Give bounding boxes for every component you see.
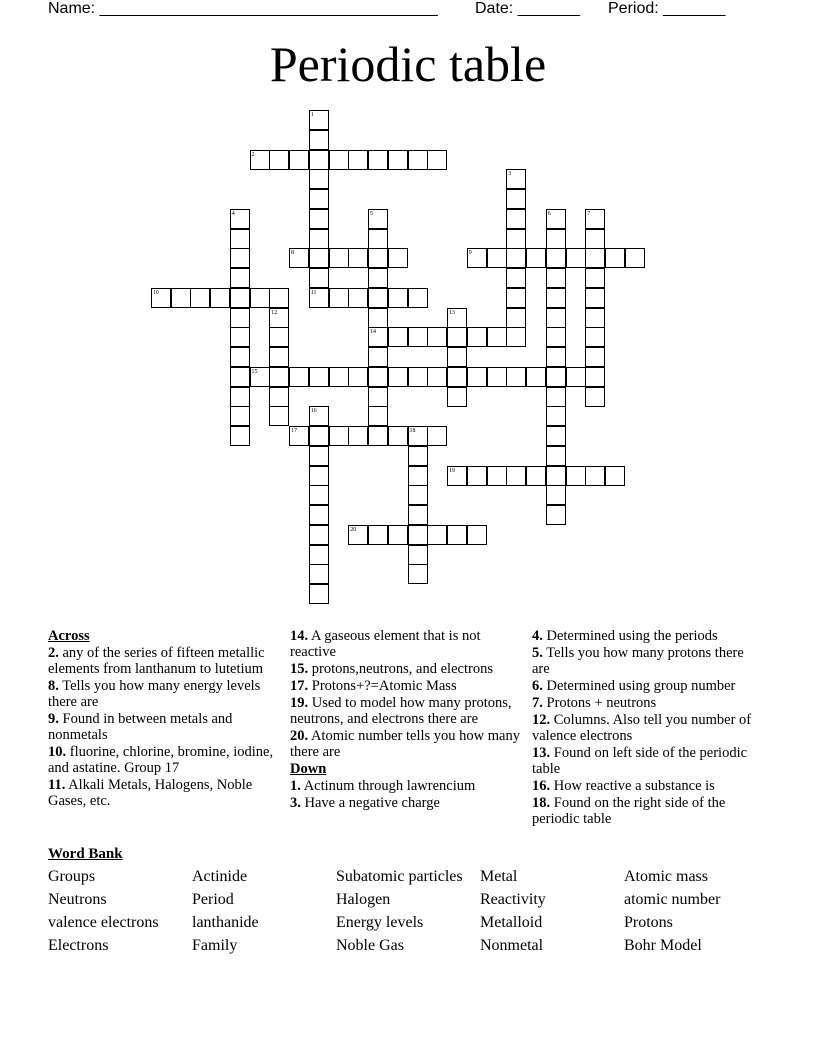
crossword-cell[interactable] (585, 268, 605, 288)
crossword-cell[interactable] (487, 327, 507, 347)
crossword-cell[interactable] (269, 288, 289, 308)
clue-number-19: 19 (449, 467, 455, 474)
crossword-cell[interactable] (309, 130, 329, 150)
clue-down-1: 1. Actinum through lawrencium (290, 778, 476, 794)
word-bank-item: Halogen (336, 891, 391, 908)
crossword-cell[interactable] (368, 406, 388, 426)
crossword-cell[interactable] (368, 347, 388, 367)
clue-across-2: 2. any of the series of fifteen metallic elements from lanthanum to lutetium (48, 645, 265, 677)
crossword-cell[interactable] (269, 387, 289, 407)
crossword-cell[interactable] (269, 367, 289, 387)
clue-number-17: 17 (291, 428, 297, 434)
word-bank-heading: Word Bank (48, 846, 123, 862)
crossword-cell[interactable] (447, 387, 467, 407)
crossword-cell[interactable] (467, 466, 487, 486)
crossword-cell[interactable] (190, 288, 210, 308)
crossword-cell[interactable] (506, 308, 526, 328)
clue-across-19: 19. Used to model how many protons, neutrons, and electrons there are (290, 695, 512, 727)
crossword-cell[interactable] (309, 584, 329, 604)
crossword-cell[interactable] (348, 288, 368, 308)
crossword-cell[interactable] (348, 367, 368, 387)
crossword-cell[interactable] (506, 268, 526, 288)
crossword-cell[interactable] (309, 248, 329, 268)
crossword-cell[interactable] (427, 525, 447, 545)
crossword-cell[interactable] (388, 367, 408, 387)
crossword-cell[interactable] (585, 327, 605, 347)
clue-across-14: 14. A gaseous element that is not reactive (290, 628, 481, 660)
clue-number-3: 3 (508, 171, 512, 178)
crossword-cell[interactable] (309, 564, 329, 584)
clue-across-17: 17. Protons+?=Atomic Mass (290, 678, 457, 694)
crossword-cell[interactable] (447, 525, 467, 545)
crossword-cell[interactable] (427, 150, 447, 170)
word-bank-item: valence electrons (48, 914, 159, 931)
crossword-cell[interactable] (447, 367, 467, 387)
crossword-cell[interactable] (605, 248, 625, 268)
word-bank-item: Noble Gas (336, 937, 404, 954)
crossword-cell[interactable] (546, 308, 566, 328)
crossword-cell[interactable] (388, 288, 408, 308)
crossword-cell[interactable] (269, 347, 289, 367)
word-bank-item: Energy levels (336, 914, 424, 931)
clue-number-1: 1 (310, 112, 314, 118)
clue-down-16: 16. How reactive a substance is (532, 778, 715, 794)
clue-number-9: 9 (468, 250, 472, 257)
clue-down-13: 13. Found on left side of the periodic table (532, 745, 748, 777)
crossword-cell[interactable] (230, 387, 250, 407)
word-bank-item: Groups (48, 868, 96, 885)
crossword-cell[interactable] (329, 288, 349, 308)
crossword-cell[interactable] (309, 367, 329, 387)
word-bank-item: Metal (480, 868, 518, 885)
clue-down-7: 7. Protons + neutrons (532, 695, 657, 711)
word-bank-item: Reactivity (480, 891, 546, 908)
crossword-cell[interactable] (388, 150, 408, 170)
crossword-cell[interactable] (230, 288, 250, 308)
word-bank-item: Atomic mass (624, 868, 708, 885)
crossword-cell[interactable] (408, 288, 428, 308)
down-heading: Down (290, 761, 327, 777)
crossword-cell[interactable] (566, 248, 586, 268)
crossword-cell[interactable] (171, 288, 191, 308)
crossword-cell[interactable] (546, 466, 566, 486)
clue-down-4: 4. Determined using the periods (532, 628, 718, 644)
crossword-cell[interactable] (368, 229, 388, 249)
crossword-cell[interactable] (309, 150, 329, 170)
crossword-cell[interactable] (566, 466, 586, 486)
crossword-cell[interactable] (368, 248, 388, 268)
crossword-cell[interactable] (269, 406, 289, 426)
clue-across-15: 15. protons,neutrons, and electrons (290, 661, 493, 677)
crossword-cell[interactable] (506, 189, 526, 209)
crossword-cell[interactable] (566, 367, 586, 387)
crossword-cell[interactable] (546, 485, 566, 505)
crossword-cell[interactable] (605, 466, 625, 486)
crossword-cell[interactable] (546, 505, 566, 525)
crossword-cell[interactable] (368, 288, 388, 308)
crossword-cell[interactable] (309, 169, 329, 189)
crossword-cell[interactable] (546, 426, 566, 446)
crossword-cell[interactable] (408, 327, 428, 347)
crossword-cell[interactable] (309, 268, 329, 288)
crossword-cell[interactable] (408, 367, 428, 387)
crossword-cell[interactable] (329, 150, 349, 170)
crossword-cell[interactable] (388, 327, 408, 347)
clues-col-1 (48, 628, 278, 810)
crossword-cell[interactable] (467, 327, 487, 347)
crossword-cell[interactable] (230, 268, 250, 288)
crossword-cell[interactable] (585, 347, 605, 367)
crossword-cell[interactable] (329, 426, 349, 446)
clue-number-5: 5 (370, 210, 373, 217)
crossword-cell[interactable] (427, 327, 447, 347)
clue-number-13: 13 (449, 309, 455, 316)
crossword-cell[interactable] (585, 466, 605, 486)
crossword-cell[interactable] (348, 426, 368, 446)
clue-down-6: 6. Determined using group number (532, 678, 736, 694)
crossword-cell[interactable] (526, 248, 546, 268)
crossword-cell[interactable] (585, 248, 605, 268)
crossword-cell[interactable] (368, 426, 388, 446)
crossword-cell[interactable] (546, 446, 566, 466)
crossword-cell[interactable] (546, 406, 566, 426)
crossword-cell[interactable] (368, 367, 388, 387)
crossword-cell[interactable] (526, 367, 546, 387)
clue-number-7: 7 (587, 210, 591, 217)
crossword-cell[interactable] (408, 485, 428, 505)
clue-number-14: 14 (370, 329, 376, 336)
crossword-cell[interactable] (230, 229, 250, 249)
crossword-cell[interactable] (250, 288, 270, 308)
word-bank-item: Neutrons (48, 891, 107, 908)
crossword-cell[interactable] (408, 446, 428, 466)
crossword-cell[interactable] (230, 367, 250, 387)
word-bank-item: Protons (624, 914, 673, 931)
word-bank-item: Subatomic particles (336, 868, 463, 885)
crossword-cell[interactable] (230, 426, 250, 446)
crossword-cell[interactable] (309, 446, 329, 466)
period-field[interactable]: Period: _______ (608, 0, 726, 17)
crossword-cell[interactable] (408, 150, 428, 170)
crossword-cell[interactable] (585, 288, 605, 308)
crossword-cell[interactable] (585, 387, 605, 407)
clue-number-2: 2 (251, 151, 255, 158)
crossword-cell[interactable] (546, 327, 566, 347)
crossword-cell[interactable] (368, 387, 388, 407)
crossword-cell[interactable] (506, 248, 526, 268)
word-bank-item: lanthanide (192, 914, 259, 931)
clue-across-11: 11. Alkali Metals, Halogens, Noble Gases, etc. (48, 777, 253, 809)
crossword-cell[interactable] (309, 505, 329, 525)
clue-number-20: 20 (350, 526, 357, 533)
crossword-cell[interactable] (269, 327, 289, 347)
crossword-cell[interactable] (230, 327, 250, 347)
clue-number-6: 6 (547, 210, 551, 217)
crossword-cell[interactable] (368, 525, 388, 545)
crossword-cell[interactable] (408, 564, 428, 584)
word-bank-item: Electrons (48, 937, 109, 954)
clue-across-10: 10. fluorine, chlorine, bromine, iodine, and astatine. Group 17 (48, 744, 274, 776)
crossword-cell[interactable] (329, 367, 349, 387)
clue-number-18: 18 (409, 428, 416, 434)
clue-number-4: 4 (231, 210, 235, 217)
crossword-cell[interactable] (487, 466, 507, 486)
crossword-cell[interactable] (506, 229, 526, 249)
crossword-cell[interactable] (388, 426, 408, 446)
crossword-cell[interactable] (546, 288, 566, 308)
crossword-cell[interactable] (467, 525, 487, 545)
clue-down-12: 12. Columns. Also tell you number of valence electrons (532, 712, 752, 744)
crossword-cell[interactable] (506, 288, 526, 308)
crossword-cell[interactable] (309, 466, 329, 486)
date-field[interactable]: Date: _______ (475, 0, 580, 17)
word-bank-item: Bohr Model (624, 937, 702, 954)
crossword-cell[interactable] (329, 248, 349, 268)
crossword-cell[interactable] (388, 248, 408, 268)
crossword-cell[interactable] (427, 426, 447, 446)
crossword-cell[interactable] (309, 189, 329, 209)
crossword-cell[interactable] (309, 426, 329, 446)
clue-down-5: 5. Tells you how many protons there are (532, 645, 744, 677)
crossword-cell[interactable] (585, 229, 605, 249)
crossword-cell[interactable] (269, 150, 289, 170)
crossword-cell[interactable] (447, 347, 467, 367)
crossword-cell[interactable] (585, 367, 605, 387)
across-heading: Across (48, 628, 90, 644)
word-bank-item: Nonmetal (480, 937, 544, 954)
crossword-cell[interactable] (210, 288, 230, 308)
crossword-cell[interactable] (585, 308, 605, 328)
clue-number-11: 11 (310, 289, 317, 296)
word-bank-item: Family (192, 937, 238, 954)
clue-down-3: 3. Have a negative charge (290, 795, 440, 811)
crossword-cell[interactable] (546, 367, 566, 387)
crossword-cell[interactable] (546, 248, 566, 268)
crossword-cell[interactable] (487, 367, 507, 387)
crossword-cell[interactable] (368, 308, 388, 328)
crossword-cell[interactable] (309, 545, 329, 565)
crossword-cell[interactable] (625, 248, 645, 268)
clue-across-9: 9. Found in between metals and nonmetals (48, 711, 233, 743)
crossword-cell[interactable] (408, 505, 428, 525)
crossword-cell[interactable] (506, 367, 526, 387)
crossword-cell[interactable] (230, 406, 250, 426)
crossword-cell[interactable] (368, 268, 388, 288)
crossword-cell[interactable] (506, 466, 526, 486)
crossword-cell[interactable] (408, 466, 428, 486)
crossword-cell[interactable] (447, 327, 467, 347)
crossword-cell[interactable] (546, 387, 566, 407)
clue-number-15: 15 (251, 368, 258, 375)
clue-number-10: 10 (152, 289, 159, 296)
crossword-cell[interactable] (467, 367, 487, 387)
crossword-cell[interactable] (487, 248, 507, 268)
clue-down-18: 18. Found on the right side of the periodic table (532, 795, 726, 827)
crossword-cell[interactable] (506, 209, 526, 229)
page-title: Periodic table (269, 36, 547, 92)
word-bank-item: Period (192, 891, 234, 908)
crossword-cell[interactable] (408, 525, 428, 545)
crossword-cell[interactable] (546, 268, 566, 288)
clue-number-16: 16 (310, 408, 317, 415)
crossword-cell[interactable] (309, 229, 329, 249)
crossword-cell[interactable] (309, 525, 329, 545)
crossword-cell[interactable] (546, 229, 566, 249)
crossword-cell[interactable] (348, 248, 368, 268)
crossword-cell[interactable] (526, 466, 546, 486)
crossword-cell[interactable] (289, 367, 309, 387)
crossword-cell[interactable] (368, 150, 388, 170)
clues-col-2 (290, 628, 520, 812)
crossword-cell[interactable] (388, 525, 408, 545)
crossword-cell[interactable] (230, 347, 250, 367)
crossword-cell[interactable] (348, 150, 368, 170)
crossword-cell[interactable] (506, 327, 526, 347)
clue-number-8: 8 (291, 250, 294, 257)
clue-across-20: 20. Atomic number tells you how many there are (290, 728, 520, 760)
word-bank (48, 867, 768, 959)
crossword-cell[interactable] (230, 308, 250, 328)
crossword-cell[interactable] (408, 545, 428, 565)
crossword-cell[interactable] (230, 248, 250, 268)
crossword-cell[interactable] (546, 347, 566, 367)
crossword-cell[interactable] (309, 485, 329, 505)
clue-number-12: 12 (271, 309, 278, 316)
crossword-cell[interactable] (309, 209, 329, 229)
word-bank-item: atomic number (624, 891, 721, 908)
clue-across-8: 8. Tells you how many energy levels there are (48, 678, 261, 710)
word-bank-item: Actinide (192, 868, 248, 885)
word-bank-item: Metalloid (480, 914, 543, 931)
clues-col-3 (532, 628, 752, 828)
crossword-cell[interactable] (427, 367, 447, 387)
crossword-cell[interactable] (289, 150, 309, 170)
name-field[interactable]: Name: ______________________________________ (48, 0, 438, 17)
